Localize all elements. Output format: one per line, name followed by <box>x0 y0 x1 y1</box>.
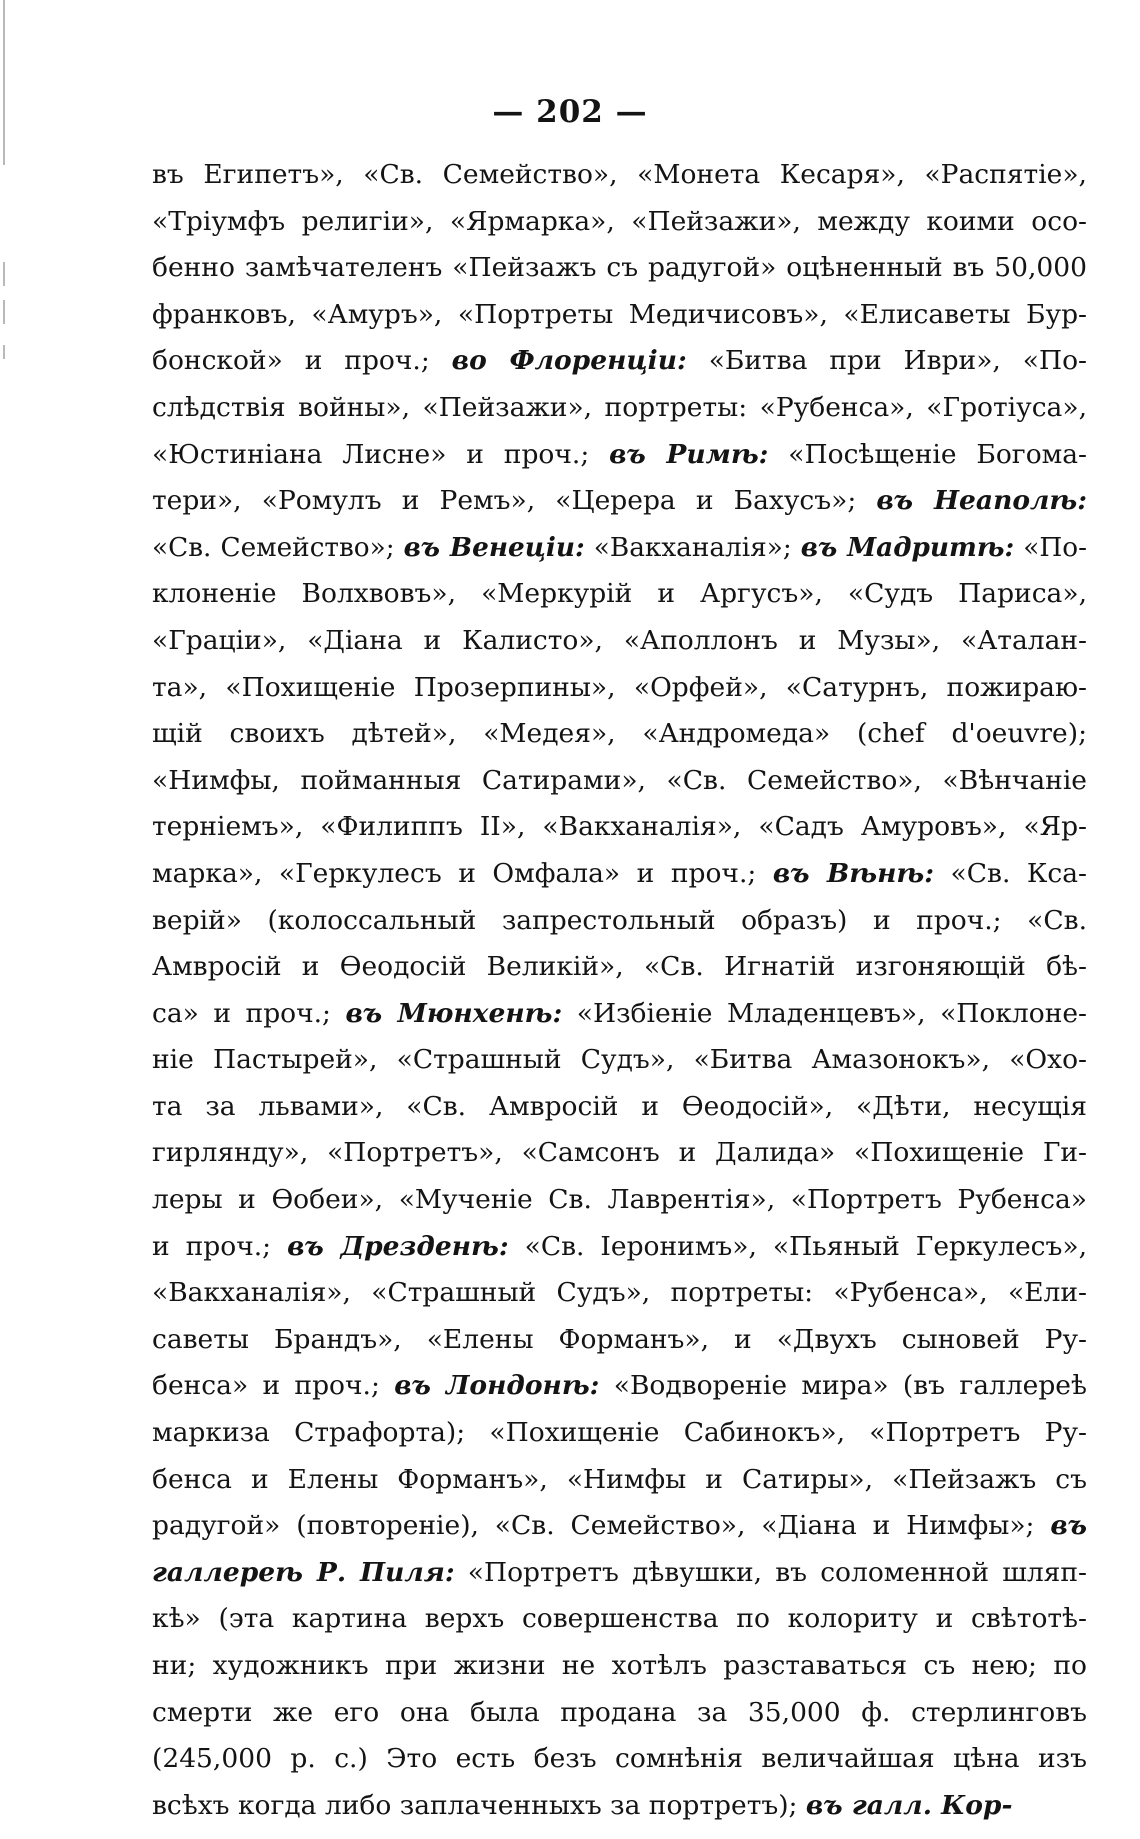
text-run: кѣ» (эта картина верхъ совершенства по колориту и свѣтотѣ- <box>152 1603 1087 1635</box>
location-heading: въ Венеціи: <box>403 531 585 563</box>
text-run: терніемъ», «Филиппъ II», «Вакханалія», «Садъ Амуровъ», «Яр- <box>152 811 1087 843</box>
text-line <box>152 338 1087 385</box>
text-run: гирлянду», «Портретъ», «Самсонъ и Далида» «Похищеніе Ги- <box>152 1137 1087 1169</box>
text-line <box>152 1363 1087 1410</box>
text-line <box>152 1270 1087 1317</box>
location-heading: въ Мадритѣ: <box>800 531 1015 563</box>
text-line <box>152 991 1087 1038</box>
text-line <box>152 1550 1087 1597</box>
text-run: «Посѣщеніе Богома- <box>768 438 1088 470</box>
text-run: «Св. Іеронимъ», «Пьяный Геркулесъ», <box>508 1230 1087 1262</box>
text-run: «По- <box>1014 532 1087 563</box>
location-heading: въ Вѣнѣ: <box>772 857 934 889</box>
text-line <box>152 1503 1087 1550</box>
text-run: «Св. Кса- <box>934 857 1087 889</box>
text-line <box>152 1177 1087 1224</box>
location-heading: въ Дрезденѣ: <box>287 1230 509 1262</box>
text-run: ни; художникъ при жизни не хотѣлъ разставаться съ нею; по <box>152 1650 1087 1681</box>
text-run: и проч.; <box>152 1230 288 1262</box>
text-run: «Вакханалія»; <box>584 532 801 563</box>
text-line <box>152 1690 1087 1737</box>
text-line <box>152 1037 1087 1084</box>
scan-edge-mark <box>3 300 5 324</box>
text-line <box>152 1736 1087 1783</box>
text-line <box>152 1643 1087 1690</box>
text-line <box>152 571 1087 618</box>
text-run: «Вакханалія», «Страшный Судъ», портреты: «Рубенса», «Ели- <box>152 1277 1087 1309</box>
text-line <box>152 1457 1087 1504</box>
text-run: бенса и Елены Форманъ», «Нимфы и Сатиры», «Пейзажъ съ <box>152 1463 1087 1495</box>
text-line <box>152 199 1087 246</box>
page-number: — 202 — <box>492 94 648 130</box>
text-run: «Избіеніе Младенцевъ», «Поклоне- <box>562 997 1087 1029</box>
text-run: клоненіе Волхвовъ», «Меркурій и Аргусъ», «Судъ Париса», <box>152 578 1087 610</box>
text-line <box>152 1596 1087 1643</box>
text-run: (245,000 р. с.) Это есть безъ сомнѣнія величайшая цѣна изъ <box>152 1743 1087 1775</box>
text-run: та за львами», «Св. Амвросій и Ѳеодосій», «Дѣти, несущія <box>152 1090 1087 1122</box>
text-run: Амвросій и Ѳеодосій Великій», «Св. Игнатій изгоняющій бѣ- <box>152 951 1087 983</box>
text-run: маркиза Страфорта); «Похищеніе Сабинокъ», «Портретъ Ру- <box>152 1417 1087 1449</box>
text-run: «Портретъ дѣвушки, въ соломенной шляп- <box>454 1556 1087 1588</box>
text-run: та», «Похищеніе Прозерпины», «Орфей», «Сатурнъ, пожираю- <box>152 671 1087 703</box>
text-run: саветы Брандъ», «Елены Форманъ», и «Двухъ сыновей Ру- <box>152 1323 1087 1355</box>
location-heading: въ Мюнхенѣ: <box>345 997 563 1029</box>
text-run: тери», «Ромулъ и Ремъ», «Церера и Бахусъ»; <box>152 485 877 517</box>
scan-edge-mark <box>3 345 5 359</box>
location-heading: въ Лондонѣ: <box>394 1370 600 1402</box>
text-run: слѣдствія войны», «Пейзажи», портреты: «Рубенса», «Гротіуса», <box>152 391 1087 423</box>
location-heading: въ галл. Кор- <box>805 1789 1013 1821</box>
text-line <box>152 525 1087 572</box>
text-run: «Св. Семейство»; <box>152 532 404 563</box>
location-heading: во Флоренціи: <box>451 345 687 377</box>
text-line <box>152 944 1087 991</box>
text-run: бенса» и проч.; <box>152 1370 395 1402</box>
text-run: марка», «Геркулесъ и Омфала» и проч.; <box>152 857 773 889</box>
text-run: верій» (колоссальный запрестольный образъ) и проч.; «Св. <box>152 904 1087 936</box>
location-heading: въ Неаполѣ: <box>876 485 1088 517</box>
text-line <box>152 152 1087 199</box>
text-run: бенно замѣчателенъ «Пейзажъ съ радугой» оцѣненный въ 50,000 <box>152 252 1087 284</box>
scan-edge-mark <box>3 262 5 286</box>
text-line <box>152 711 1087 758</box>
text-line <box>152 385 1087 432</box>
text-line <box>152 898 1087 945</box>
text-run: въ Египетъ», «Св. Семейство», «Монета Кесаря», «Распятіе», <box>152 159 1087 190</box>
text-line <box>152 432 1087 479</box>
text-run: «Водвореніе мира» (въ галлереѣ <box>599 1370 1087 1402</box>
text-run: «Тріумфъ религіи», «Ярмарка», «Пейзажи», между коими осо- <box>152 205 1087 237</box>
text-line <box>152 1317 1087 1364</box>
location-heading: въ Римѣ: <box>609 438 769 470</box>
text-line <box>152 478 1087 525</box>
text-line <box>152 665 1087 712</box>
text-run: радугой» (повтореніе), «Св. Семейство», «Діана и Нимфы»; <box>152 1510 1051 1542</box>
text-line <box>152 851 1087 898</box>
text-line <box>152 1130 1087 1177</box>
text-run: «Граціи», «Діана и Калисто», «Аполлонъ и Музы», «Аталан- <box>152 624 1087 656</box>
text-run: «Нимфы, пойманныя Сатирами», «Св. Семейство», «Вѣнчаніе <box>152 764 1087 796</box>
location-heading: въ <box>1050 1510 1087 1542</box>
text-line <box>152 758 1087 805</box>
text-run: ніе Пастырей», «Страшный Судъ», «Битва Амазонокъ», «Охо- <box>152 1044 1087 1076</box>
text-line <box>152 1410 1087 1457</box>
text-run: «Битва при Иври», «По- <box>686 345 1087 377</box>
text-run: «Юстиніана Лисне» и проч.; <box>152 438 610 470</box>
scan-edge-mark <box>3 0 5 165</box>
text-line <box>152 1224 1087 1271</box>
text-run: щій своихъ дѣтей», «Медея», «Андромеда» (chef d'oeuvre); <box>152 718 1087 750</box>
text-run: всѣхъ когда либо заплаченныхъ за портретъ); <box>152 1789 806 1821</box>
text-line <box>152 1783 1087 1830</box>
body-text <box>152 152 1087 1829</box>
text-line <box>152 1084 1087 1131</box>
text-run: бонской» и проч.; <box>152 345 452 377</box>
text-run: леры и Ѳобеи», «Мученіе Св. Лаврентія», «Портретъ Рубенса» <box>152 1184 1087 1216</box>
text-line <box>152 292 1087 339</box>
text-line <box>152 618 1087 665</box>
text-line <box>152 804 1087 851</box>
text-run: франковъ, «Амуръ», «Портреты Медичисовъ», «Елисаветы Бур- <box>152 298 1087 330</box>
text-line <box>152 245 1087 292</box>
text-run: смерти же его она была продана за 35,000 ф. стерлинговъ <box>152 1696 1087 1728</box>
location-heading: галлереѣ Р. Пиля: <box>152 1556 455 1588</box>
text-run: са» и проч.; <box>152 997 346 1029</box>
